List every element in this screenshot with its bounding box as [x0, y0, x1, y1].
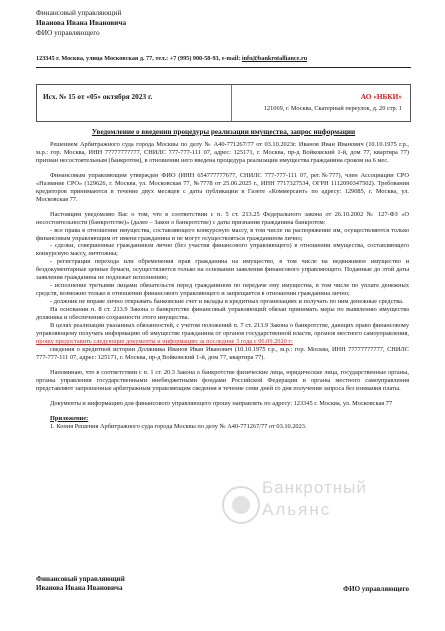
signature-fio: ФИО управляющего [343, 585, 409, 593]
sender-header [36, 8, 126, 38]
watermark-line1: Банкротный [262, 478, 367, 497]
request-highlight: прошу предоставить следующие документы и информацию за последние 3 года с 06.09.2020 г: [36, 337, 293, 345]
paragraph-manager: Финансовым управляющим утвержден ФИО (ИНН 654777777677, СНИЛС 777-777-111 07, рег.№777), член Ассоциации СРО «Название СРО» (129626, г. Москва, ул. Московская 77, №7778 от 25.06.2025 г., ИНН 7717327534, ОГРН 1112090347502). Требования кредиторов принимаются в течение двух месяцев с даты публикации в Газете «Коммерсант» по адресу: 129085, г. Москва, ул. Московская 77. [36, 171, 409, 203]
document-title: Уведомление о введении процедуры реализации имущества, запрос информации [91, 128, 356, 136]
contact-line [36, 55, 307, 62]
appendix-item: 1. Копия Решения Арбитражного суда города Москвы по делу № А40-771267/77 от 03.10.2023. [50, 422, 307, 430]
paragraph-notice: Настоящим уведомляю Вас о том, что в соответствии с п. 5 ст. 213.25 Федерального закона от 26.10.2002 № 127-ФЗ «О несостоятельности (банкротстве)» (далее – Закон о банкротстве) с даты признания гражданина банкротом: [36, 210, 409, 226]
bullet-accounts: - должник не вправе лично открывать банковские счет и вклады в кредитных организациях и получать по ним денежные средства. [50, 298, 404, 306]
box-divider [231, 85, 232, 121]
paragraph-delivery: Документы и информацию для финансового управляющего прошу направлять по адресу: 123345 г. Москва, ул. Московская 77 [50, 399, 393, 407]
bullet-obligations: - исполнение третьими лицами обязательств перед гражданином по передаче ему имущества, в том числе по уплате денежных средств, возможно только в отношении финансового управляющего и запрещается в отношении гражданина лично; [36, 282, 409, 298]
outgoing-number: Исх. № 15 от «05» октября 2023 г. [43, 92, 153, 101]
bullet-deals: - сделки, совершенные гражданином лично (без участия финансового управляющего) в отношении имущества, составляющего конкурсную массу, ничтожны; [36, 242, 409, 258]
watermark-emblem-icon [222, 486, 260, 524]
recipient-address: 121069, г. Москва, Скатерный переулок, д. 20 стр. 1 [263, 105, 402, 112]
bullet-rights: - все права в отношении имущества, составляющего конкурсную массу, в том числе на распоряжение им, осуществляются только финансовым управляющим от имени гражданина и не могут осуществляться гражданином лично; [36, 226, 409, 242]
bullet-registration: - регистрация перехода или обременения прав гражданина на имущество, в том числе на недвижимое имущество и бездокументарные ценные бумаги, осуществляется только на основании заявления финансового управляющего. Поданные до этой даты заявления гражданина не подлежат исполнению; [36, 258, 409, 282]
signature-name: Иванова Ивана Ивановича [36, 584, 123, 592]
sender-name: Иванова Ивана Ивановича [36, 18, 127, 27]
signature-block [36, 575, 125, 593]
watermark-logo [222, 478, 402, 538]
letter-body [36, 141, 409, 431]
paragraph-reminder: Напоминаю, что в соответствии с п. 1 ст. 20.3 Закона о банкротстве физические лица, юридические лица, государственные органы, органы управления государственными внебюджетными фондами Российской Федерации и органы местного самоуправления представляют запрошенные арбитражным управляющим сведения в течение семи дней со дня получения запроса без взимания платы. [36, 368, 409, 392]
sender-role: Финансовый управляющий [36, 8, 122, 17]
signature-role: Финансовый управляющий [36, 575, 125, 583]
contact-email: info@bankrotalliance.ru [241, 55, 308, 62]
contact-address: 123345 г. Москва, улица Московская д. 77, тел.: +7 (995) 900-58-93, e-mail: [36, 55, 242, 62]
paragraph-credit-history: сведения о кредитной истории Должника Иванов Иван Иванович (10.10.1975 г.р., м.р.: гор. Москва, ИНН 77777777777, СНИЛС 777-777-111 07, адрес: 125171, г. Москва, пр-д Войковский 1-й, дом 77, квартира 77). [36, 345, 409, 361]
recipient-name: АО «НБКИ» [360, 92, 402, 101]
watermark-line2: Альянс [262, 500, 332, 519]
paragraph-duty: На основании п. 8 ст. 213.9 Закона о банкротстве финансовый управляющий обязан принимать меры по выявлению имущества должника и обеспечению сохранности этого имущества. [36, 306, 409, 322]
sender-fio-label: ФИО управляющего [36, 28, 100, 37]
appendix-label: Приложение: [50, 414, 89, 422]
header-divider [36, 67, 411, 68]
letter-details-box [36, 84, 411, 122]
paragraph-decision: Решением Арбитражного суда города Москвы по делу № А40-771267/77 от 03.10.2023г. Иванов Иван Иванович (10.10.1975 г.р., м.р.: гор. Москва, ИНН 77777777777, СНИЛС 777-777-111 07, адрес: 125171, г. Москва, пр-д Войковский 1-й, дом 77, квартира 77) признан несостоятельным (банкротом), в отношении него введена процедура реализации имущества гражданина сроком на 6 мес. [36, 141, 409, 164]
paragraph-request: В целях реализации указанных обязанностей, с учетом положений п. 7 ст. 213.9 Закона о банкротстве, дающих право финансовому управляющему получать информацию об имуществе гражданина от органов государственной власти, органов местного самоуправления, прошу предоставить следующие документы и информацию за последние 3 года с 06.09.2020 г: [36, 322, 409, 345]
